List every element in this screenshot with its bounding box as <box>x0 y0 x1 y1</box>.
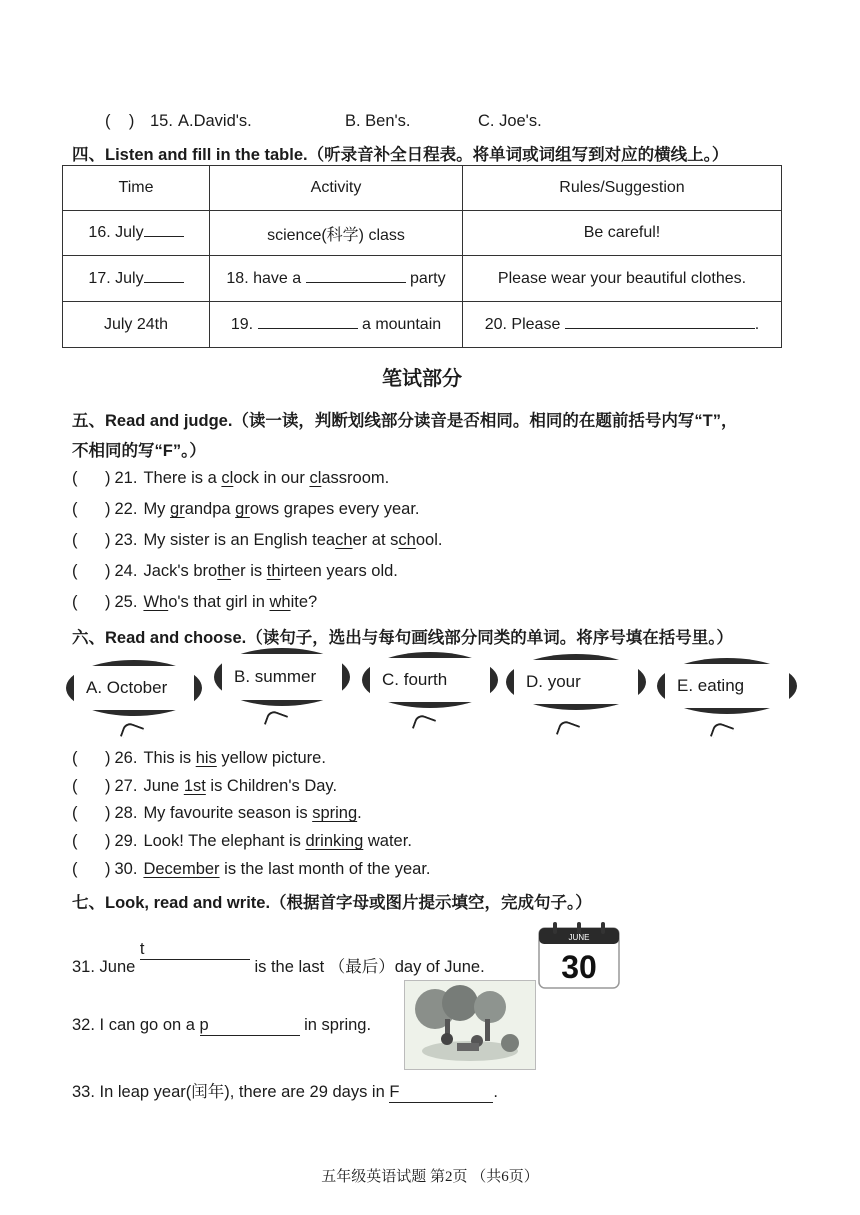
option-bubble-c: C. fourth <box>362 652 498 708</box>
item-sentence <box>143 593 317 611</box>
table-row-1-activity: science(科学) class <box>210 211 463 256</box>
q33: 33. In leap year(闰年), there are 29 days in F . <box>72 1083 498 1101</box>
underlined-letters: ch <box>398 531 416 549</box>
section-5-title-line2: 不相同的写“F”。） <box>72 442 206 460</box>
answer-paren[interactable]: ( ) <box>72 562 111 580</box>
item-number: 25. <box>114 593 138 611</box>
q32: 32. I can go on a p in spring. <box>72 1016 372 1034</box>
choose-item <box>72 832 412 851</box>
sentence-text: andpa <box>184 500 236 518</box>
item-sentence <box>143 469 389 487</box>
underlined-letters: th <box>217 562 231 580</box>
choose-item <box>72 777 337 796</box>
blank-17[interactable] <box>144 281 184 283</box>
item-sentence <box>143 500 419 518</box>
written-section-title: 笔试部分 <box>382 368 462 390</box>
schedule-table <box>62 165 782 348</box>
judge-item <box>72 531 442 550</box>
choose-item <box>72 749 326 768</box>
sentence-text: ows grapes every year. <box>249 500 420 518</box>
blank-33[interactable]: F <box>389 1083 493 1103</box>
blank-20[interactable] <box>565 327 755 329</box>
option-bubble-a: A. October <box>66 660 202 716</box>
bubble-tail-icon <box>264 709 288 731</box>
calendar-day: 30 <box>561 949 597 985</box>
item-number: 28. <box>114 804 138 822</box>
item-number: 23. <box>114 531 138 549</box>
underlined-letters: wh <box>269 593 291 611</box>
option-bubble-b: B. summer <box>214 648 350 706</box>
section-7-title: 七、Look, read and write.（根据首字母或图片提示填空，完成句子。） <box>72 894 592 912</box>
answer-paren[interactable]: ( ) <box>72 749 111 767</box>
answer-paren[interactable]: ( ) <box>72 531 111 549</box>
table-header-time: Time <box>63 166 210 211</box>
underlined-word: his <box>195 749 217 767</box>
underlined-letters: gr <box>235 500 250 518</box>
underlined-letters: gr <box>170 500 185 518</box>
underlined-letters: th <box>266 562 281 580</box>
section-4-title: 四、Listen and fill in the table.（听录音补全日程表。将单词或词组写到对应的横线上。） <box>72 146 729 164</box>
bubble-tail-icon <box>710 721 734 743</box>
table-header-activity: Activity <box>210 166 463 211</box>
item-number: 26. <box>114 749 138 767</box>
table-row-3-rule: 20. Please . <box>463 302 782 348</box>
judge-item <box>72 469 389 488</box>
sentence-text: There is a <box>143 469 222 487</box>
answer-paren[interactable]: ( ) <box>72 804 111 822</box>
answer-paren[interactable]: ( ) <box>72 832 111 850</box>
sentence-text: ool. <box>415 531 443 549</box>
table-row-3-activity: 19. a mountain <box>210 302 463 348</box>
blank-19[interactable] <box>258 327 358 329</box>
sentence-text: June <box>143 777 184 795</box>
q15-option-c: C. Joe's. <box>478 112 542 130</box>
answer-paren[interactable]: ( ) <box>72 500 111 518</box>
choose-item <box>72 860 431 879</box>
q15-option-a: A.David's. <box>178 112 252 130</box>
option-bubble-d: D. your <box>506 654 646 710</box>
sentence-text: My <box>143 500 171 518</box>
item-number: 22. <box>114 500 138 518</box>
bubble-tail-icon <box>556 719 580 741</box>
sentence-text: Look! The elephant is <box>143 832 306 850</box>
underlined-word: 1st <box>183 777 206 795</box>
answer-paren[interactable]: ( ) <box>72 469 111 487</box>
underlined-letters: ch <box>335 531 353 549</box>
bubble-tail-icon <box>412 713 436 735</box>
sentence-text: My sister is an English tea <box>143 531 336 549</box>
table-row-1-time: 16. July <box>63 211 210 256</box>
page-footer: 五年级英语试题 第2页 （共6页） <box>321 1169 539 1185</box>
judge-item <box>72 593 317 612</box>
sentence-text: is the last month of the year. <box>219 860 431 878</box>
blank-32[interactable]: p <box>200 1016 300 1036</box>
item-number: 29. <box>114 832 138 850</box>
underlined-letters: cl <box>221 469 234 487</box>
section-6-title: 六、Read and choose.（读句子，选出与每句画线部分同类的单词。将序号填在括号里。） <box>72 629 733 647</box>
q15-number: 15. <box>150 112 173 130</box>
blank-16[interactable] <box>144 235 184 237</box>
item-number: 21. <box>114 469 138 487</box>
sentence-text: . <box>357 804 362 822</box>
item-sentence <box>143 562 397 580</box>
section-5-title-line1: 五、Read and judge.（读一读，判断划线部分读音是否相同。相同的在题前括号内写“T”， <box>72 412 738 430</box>
blank-31[interactable]: t <box>140 958 250 959</box>
sentence-text: assroom. <box>321 469 390 487</box>
sentence-text: yellow picture. <box>216 749 326 767</box>
underlined-word: drinking <box>305 832 364 850</box>
option-bubble-e: E. eating <box>657 658 797 714</box>
item-number: 27. <box>114 777 138 795</box>
underlined-letters: Wh <box>143 593 169 611</box>
table-row-2-rule: Please wear your beautiful clothes. <box>463 256 782 302</box>
sentence-text: er is <box>230 562 267 580</box>
item-number: 30. <box>114 860 138 878</box>
blank-18[interactable] <box>306 281 406 283</box>
sentence-text: irteen years old. <box>280 562 398 580</box>
item-number: 24. <box>114 562 138 580</box>
calendar-month: JUNE <box>568 933 590 942</box>
table-row-2-time: 17. July <box>63 256 210 302</box>
table-row-2-activity: 18. have a party <box>210 256 463 302</box>
item-sentence <box>143 531 442 549</box>
answer-paren[interactable]: ( ) <box>72 860 111 878</box>
underlined-letters: cl <box>309 469 322 487</box>
sentence-text: is Children's Day. <box>205 777 338 795</box>
choose-item <box>72 804 362 823</box>
q31: 31. June t is the last （最后）day of June. <box>72 940 485 976</box>
sentence-text: This is <box>143 749 196 767</box>
table-row-1-rule: Be careful! <box>463 211 782 256</box>
answer-paren[interactable]: ( ) <box>72 593 111 611</box>
underlined-word: December <box>143 860 220 878</box>
calendar-icon <box>537 920 621 990</box>
sentence-text: ock in our <box>233 469 310 487</box>
answer-paren[interactable]: ( ) <box>72 777 111 795</box>
judge-item <box>72 562 398 581</box>
sentence-text: o's that girl in <box>168 593 270 611</box>
sentence-text: Jack's bro <box>143 562 218 580</box>
bubble-tail-icon <box>120 721 144 743</box>
sentence-text: My favourite season is <box>143 804 313 822</box>
picnic-picture <box>404 980 536 1070</box>
sentence-text: er at s <box>352 531 399 549</box>
table-row-3-time: July 24th <box>63 302 210 348</box>
judge-item <box>72 500 420 519</box>
sentence-text: water. <box>363 832 412 850</box>
q15-option-b: B. Ben's. <box>345 112 411 130</box>
underlined-word: spring <box>312 804 358 822</box>
sentence-text: ite? <box>290 593 318 611</box>
q15-paren[interactable]: ( ) <box>105 112 135 130</box>
table-header-rules: Rules/Suggestion <box>463 166 782 211</box>
